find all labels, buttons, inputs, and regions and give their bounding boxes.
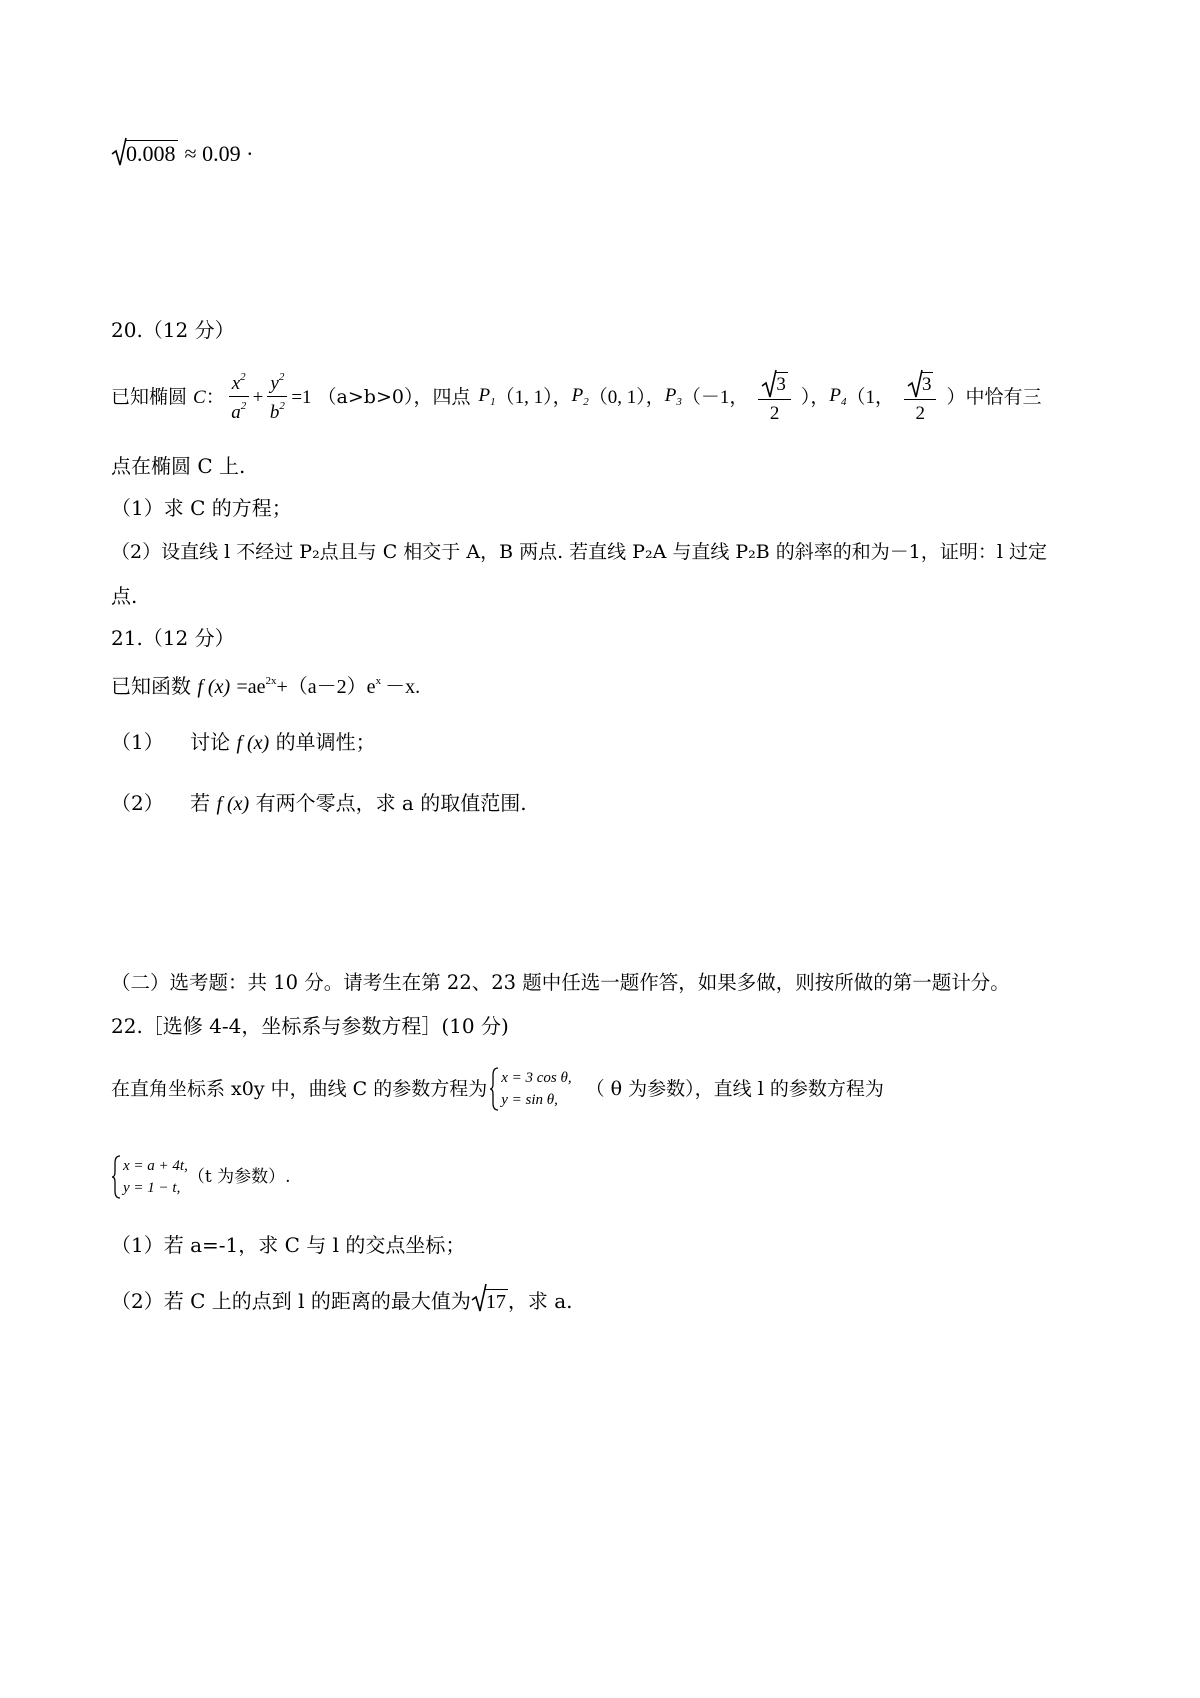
p4-coord-open: （1， <box>846 386 894 408</box>
curve-param-system: x = 3 cos θ, y = sin θ, <box>489 1067 571 1111</box>
q21-definition: 已知函数 f $(x) =ae^{2x}+(a-2)e^x -x$. <box>111 674 421 698</box>
q22-part1: （1）若 a=-1，求 C 与 l 的交点坐标； <box>111 1233 466 1257</box>
plus-sign: + <box>252 386 264 408</box>
point-p1: $P_1$ <box>478 385 496 408</box>
fraction-sqrt3-over-2: $\frac{3}{2}$ <box>904 372 937 423</box>
sqrt-17: 17 <box>471 1289 508 1312</box>
left-brace-icon <box>489 1067 499 1111</box>
q20-ellipse-line <box>111 366 1041 428</box>
radicand: 0.008 <box>126 141 176 166</box>
q20-part2: （2）设直线 l 不经过 P₂点且与 C 相交于 A，B 两点. 若直线 P₂A 与直线 P₂B 的斜率的和为－1，证明：l 过定 <box>111 541 1047 563</box>
point-p4: $P_4$ <box>829 385 847 408</box>
radical-sign-icon <box>907 369 923 399</box>
radical-sign-icon <box>761 369 777 399</box>
q21-part2: （2） 若 f (x) 有两个零点，求 a 的取值范围. <box>111 791 527 815</box>
elective-intro: （二）选考题：共 10 分。请考生在第 22、23 题中任选一题作答，如果多做，则按所做的第一题计分。 <box>111 971 1010 994</box>
q22-heading: 22.［选修 4-4，坐标系与参数方程］(10 分) <box>111 1014 509 1038</box>
equals-one: =1 <box>291 386 312 408</box>
sqrt-approx-line <box>111 140 253 166</box>
q22-part2: （2）若 C 上的点到 l 的距离的最大值为 17 ，求 a. <box>111 1289 573 1312</box>
left-brace-icon <box>111 1155 121 1199</box>
q20-part1: （1）求 C 的方程； <box>111 496 292 520</box>
fraction-y2-b2: $\frac{y^2}{b^2}$ <box>267 372 287 422</box>
radical-sign-icon <box>471 1283 487 1313</box>
p3-coord-open: （－1， <box>681 386 749 408</box>
p3-coord-close: ）， <box>800 386 830 408</box>
ellipse-condition: （a>b>0），四点 <box>317 385 471 408</box>
p1-coord: （1, 1）， <box>495 386 572 408</box>
fraction-sqrt3-over-2: $\frac{3}{2}$ <box>758 372 791 423</box>
q20-line2: 点在椭圆 C 上. <box>111 454 246 478</box>
approx-value: ≈ 0.09 · <box>184 141 254 166</box>
q21-heading: 21.（12 分） <box>111 626 235 650</box>
q22-curve-line: 在直角坐标系 x0y 中，曲线 C 的参数方程为 x = 3 cos θ, y = sin θ, （ θ 为参数），直线 l 的参数方程为 <box>111 1064 884 1114</box>
q20-intro: 已知椭圆 <box>111 385 188 408</box>
p4-coord-close: ）中恰有三 <box>946 385 1042 408</box>
function-fx: f (x) <box>236 732 270 754</box>
ellipse-name: C <box>193 386 206 408</box>
q20-heading: 20.（12 分） <box>111 318 235 342</box>
function-fx: f (x) <box>216 793 250 815</box>
point-p2: $P_2$ <box>571 385 589 408</box>
q21-part1: （1） 讨论 f (x) 的单调性； <box>111 730 376 754</box>
q22-line-equation: x = a + 4t, y = 1 − t, （t 为参数）. <box>111 1152 290 1202</box>
radical-sign-icon <box>111 137 127 167</box>
line-param-system: x = a + 4t, y = 1 − t, <box>111 1155 188 1199</box>
p2-coord: （0, 1）， <box>588 386 665 408</box>
q20-part2-tail: 点. <box>111 584 138 608</box>
colon: ： <box>205 385 225 408</box>
function-fx: f (x) <box>197 676 231 698</box>
sqrt-expression <box>111 140 178 166</box>
point-p3: $P_3$ <box>664 385 682 408</box>
fraction-x2-a2: $\frac{x^2}{a^2}$ <box>229 372 249 422</box>
